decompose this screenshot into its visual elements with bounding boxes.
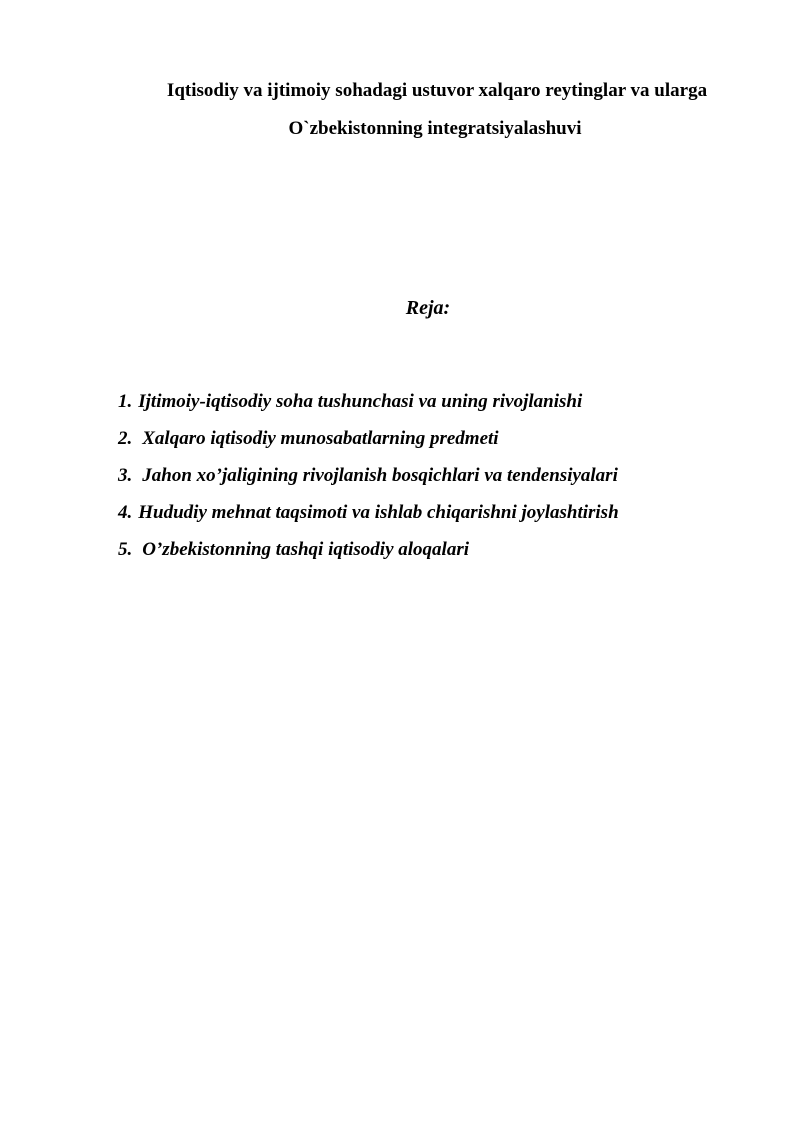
plan-item (118, 464, 778, 501)
plan-list (118, 390, 778, 575)
plan-item-number: 2. (118, 428, 133, 449)
plan-item (118, 427, 778, 464)
plan-item-text: Xalqaro iqtisodiy munosabatlarning predmeti (142, 428, 499, 449)
plan-heading: Reja: (405, 297, 451, 319)
document-title-line-2: O`zbekistonning integratsiyalashuvi (288, 118, 582, 139)
plan-item-number: 4. (118, 502, 133, 523)
plan-item-text: O’zbekistonning tashqi iqtisodiy aloqalari (142, 539, 469, 560)
plan-item-number: 3. (118, 465, 133, 486)
plan-item-number: 1. (118, 391, 133, 412)
plan-item-text: Jahon xo’jaligining rivojlanish bosqichlari va tendensiyalari (142, 465, 618, 486)
plan-item-text: Hududiy mehnat taqsimoti va ishlab chiqarishni joylashtirish (138, 502, 619, 523)
document-title-line-1: Iqtisodiy va ijtimoiy sohadagi ustuvor xalqaro reytinglar va ularga (166, 80, 708, 101)
plan-item (118, 390, 778, 427)
plan-item-text: Ijtimoiy-iqtisodiy soha tushunchasi va uning rivojlanishi (138, 391, 583, 412)
plan-item-number: 5. (118, 539, 133, 560)
plan-item (118, 538, 778, 575)
plan-item (118, 501, 778, 538)
